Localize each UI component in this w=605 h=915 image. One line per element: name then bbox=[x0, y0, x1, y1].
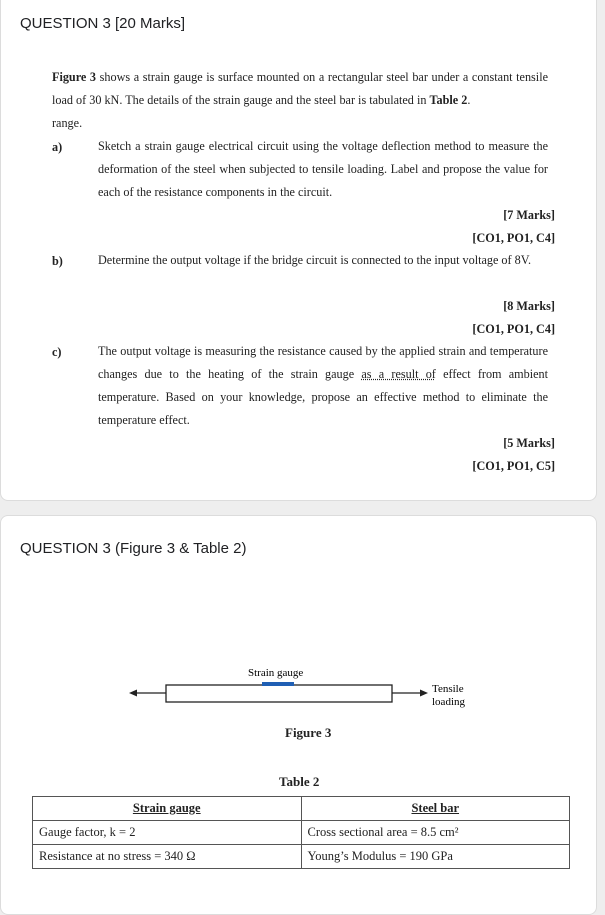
item-b-co: [CO1, PO1, C4] bbox=[472, 322, 555, 336]
table-cell: Young’s Modulus = 190 GPa bbox=[301, 845, 570, 869]
table-header-row bbox=[33, 797, 570, 821]
item-c-co: [CO1, PO1, C5] bbox=[472, 459, 555, 473]
item-c-text-2: effect from ambient temperature. Based on your knowledge, propose an effective method to eliminate the temperature effect. bbox=[98, 367, 549, 427]
figure-ref: Figure 3 bbox=[52, 70, 97, 84]
loading-label: loading bbox=[432, 696, 465, 708]
figure-caption: Figure 3 bbox=[285, 725, 332, 740]
strain-gauge-label: Strain gauge bbox=[248, 667, 304, 679]
item-c-underlined: as a result of bbox=[361, 367, 436, 381]
table-header: Steel bar bbox=[301, 797, 570, 821]
right-arrow-head bbox=[420, 690, 428, 697]
table-2 bbox=[32, 796, 570, 869]
range-word: range. bbox=[52, 116, 83, 130]
item-b-label: b) bbox=[52, 254, 63, 268]
question-heading: QUESTION 3 [20 Marks] bbox=[20, 15, 186, 32]
item-c-text-1: The output voltage is measuring the resistance caused by the applied strain and temperature changes due to the heating of the strain gauge bbox=[98, 344, 548, 381]
intro-text-2: . bbox=[467, 93, 471, 107]
item-b-text: Determine the output voltage if the bridge circuit is connected to the input voltage of 8V. bbox=[98, 253, 531, 267]
item-a-marks: [7 Marks] bbox=[503, 208, 555, 222]
left-arrow-head bbox=[129, 690, 137, 697]
table-caption: Table 2 bbox=[279, 774, 320, 789]
figure-card-heading: QUESTION 3 (Figure 3 & Table 2) bbox=[20, 540, 247, 557]
table-ref: Table 2 bbox=[429, 93, 468, 107]
item-c-marks: [5 Marks] bbox=[503, 436, 555, 450]
table-row bbox=[33, 845, 570, 869]
table-cell: Cross sectional area = 8.5 cm² bbox=[301, 821, 570, 845]
table-cell: Gauge factor, k = 2 bbox=[33, 821, 302, 845]
item-a-label: a) bbox=[52, 140, 63, 154]
item-c-text bbox=[98, 340, 548, 432]
table-cell: Resistance at no stress = 340 Ω bbox=[33, 845, 302, 869]
item-c-label: c) bbox=[52, 345, 62, 359]
table-header: Strain gauge bbox=[33, 797, 302, 821]
tensile-label: Tensile bbox=[432, 683, 464, 695]
item-a-text: Sketch a strain gauge electrical circuit using the voltage deflection method to measure the deformation of the steel when subjected to tensile loading. Label and propose the value for each of the resistance components in the circuit. bbox=[98, 139, 548, 199]
steel-bar bbox=[166, 685, 392, 702]
strain-gauge bbox=[262, 682, 294, 686]
item-a-co: [CO1, PO1, C4] bbox=[472, 231, 555, 245]
question-intro bbox=[52, 66, 548, 135]
table-row bbox=[33, 821, 570, 845]
intro-text-1: shows a strain gauge is surface mounted on a rectangular steel bar under a constant tensile load of 30 kN. The details of the strain gauge and the steel bar is tabulated in bbox=[52, 70, 548, 107]
item-b-marks: [8 Marks] bbox=[503, 299, 555, 313]
